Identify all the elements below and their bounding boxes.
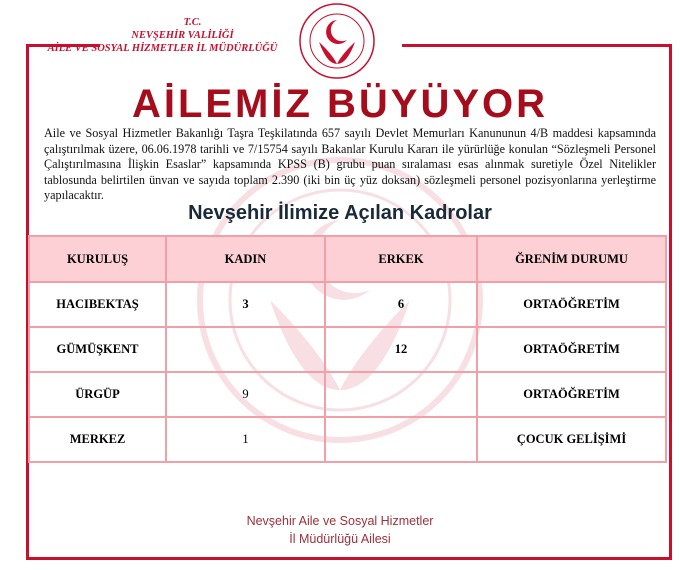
positions-table: [28, 235, 667, 463]
main-title: AİLEMİZ BÜYÜYOR: [131, 82, 549, 126]
cell-erkek: [325, 372, 477, 417]
cell-kadin: 1: [166, 417, 325, 462]
footer-line-2: İl Müdürlüğü Ailesi: [289, 532, 391, 546]
institution-header: [40, 16, 285, 55]
cell-kadin: [166, 327, 325, 372]
announcement-paragraph: Aile ve Sosyal Hizmetler Bakanlığı Taşra Teşkilatında 657 sayılı Devlet Memurları Kanununun 4/B maddesi kapsamında çalıştırılmak üzere, 06.06.1978 tarihli ve 7/15754 sayılı Bakanlar Kurulu Kararı ile yürürlüğe konulan “Sözleşmeli Personel Çalıştırılmasına İlişkin Esaslar” kapsamında KPSS (B) grubu puan sıralaması esas alınmak suretiyle Özel Nitelikler tablosunda belirtilen ünvan ve sayıda toplam 2.390 (iki bin üç yüz doksan) sözleşmeli personel pozisyonlarına yerleştirme yapılacaktır.: [44, 126, 656, 202]
cell-kadin: 3: [166, 282, 325, 327]
header-line-2: NEVŞEHİR VALİLİĞİ: [131, 30, 234, 41]
footer-signature: [0, 512, 680, 548]
table-title: Nevşehir İlimize Açılan Kadrolar: [188, 202, 492, 224]
header-line-1: T.C.: [183, 17, 202, 28]
header-ogrenim: ĞRENİM DURUMU: [477, 236, 666, 282]
table-row: [29, 417, 666, 462]
cell-ogrenim: ORTAÖĞRETİM: [477, 372, 666, 417]
cell-kadin: 9: [166, 372, 325, 417]
footer-line-1: Nevşehir Aile ve Sosyal Hizmetler: [246, 514, 434, 528]
cell-ogrenim: ORTAÖĞRETİM: [477, 327, 666, 372]
cell-kurulus: GÜMÜŞKENT: [29, 327, 166, 372]
header-kadin: KADIN: [166, 236, 325, 282]
cell-erkek: 6: [325, 282, 477, 327]
header-kurulus: KURULUŞ: [29, 236, 166, 282]
table-row: [29, 282, 666, 327]
frame-bottom: [26, 557, 672, 560]
cell-kurulus: HACIBEKTAŞ: [29, 282, 166, 327]
cell-erkek: 12: [325, 327, 477, 372]
header-line-3: AİLE VE SOSYAL HİZMETLER İL MÜDÜRLÜĞÜ: [47, 43, 278, 54]
frame-top-right: [402, 44, 672, 47]
cell-kurulus: ÜRGÜP: [29, 372, 166, 417]
table-row: [29, 327, 666, 372]
cell-ogrenim: ÇOCUK GELİŞİMİ: [477, 417, 666, 462]
table-header-row: [29, 236, 666, 282]
ministry-logo: [295, 2, 379, 82]
cell-erkek: [325, 417, 477, 462]
cell-ogrenim: ORTAÖĞRETİM: [477, 282, 666, 327]
table-row: [29, 372, 666, 417]
header-erkek: ERKEK: [325, 236, 477, 282]
cell-kurulus: MERKEZ: [29, 417, 166, 462]
